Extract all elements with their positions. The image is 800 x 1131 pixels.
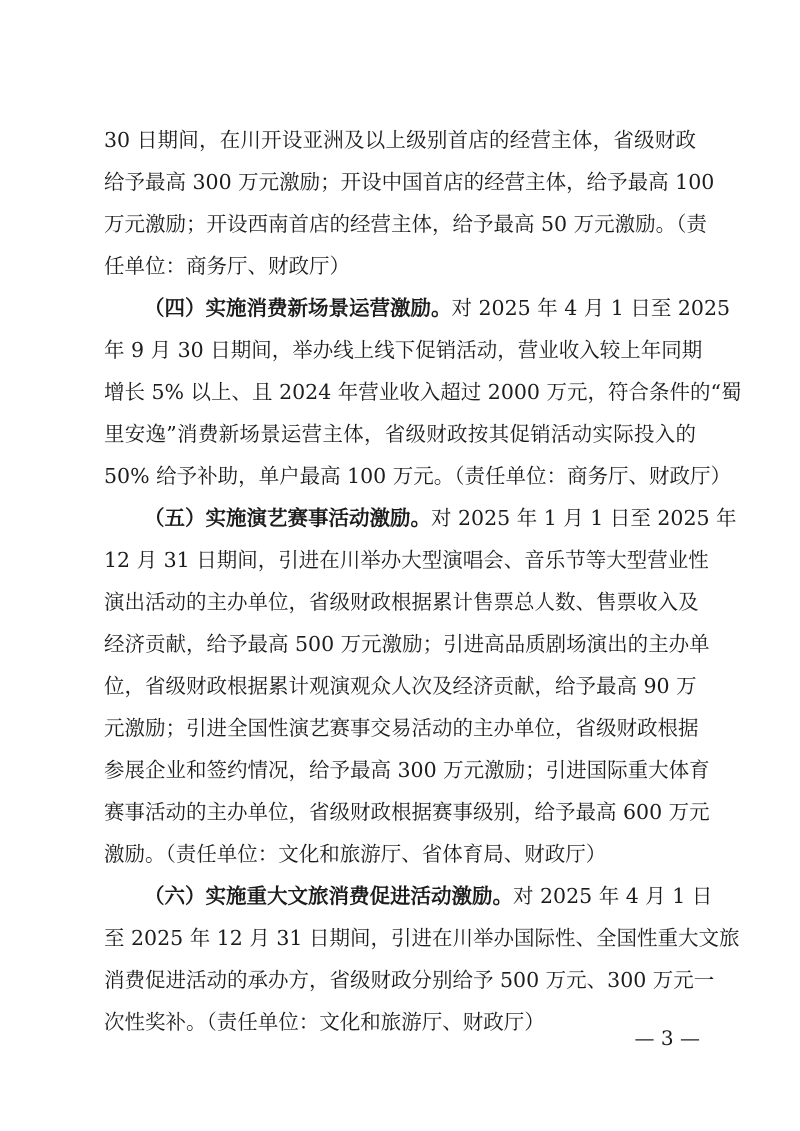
section-4-first-line-text: 对 2025 年 4 月 1 日至 2025 (451, 296, 731, 320)
paragraph-line: 位，省级财政根据累计观演观众人次及经济贡献，给予最高 90 万 (104, 674, 697, 698)
paragraph-line: 激励。（责任单位：文化和旅游厅、省体育局、财政厅） (104, 842, 607, 866)
section-5-first-line-text: 对 2025 年 1 月 1 日至 2025 年 (431, 506, 737, 530)
section-6-first-line (144, 876, 713, 916)
paragraph-line: 消费促进活动的承办方，省级财政分别给予 500 万元、300 万元一 (104, 968, 715, 992)
paragraph-line: 参展企业和签约情况，给予最高 300 万元激励；引进国际重大体育 (104, 758, 710, 782)
section-4-first-line (144, 288, 731, 328)
section-6-first-line-text: 对 2025 年 4 月 1 日 (513, 884, 713, 908)
paragraph-line: 50% 给予补助，单户最高 100 万元。（责任单位：商务厅、财政厅） (104, 464, 731, 488)
paragraph-line: 次性奖补。（责任单位：文化和旅游厅、财政厅） (104, 1010, 545, 1034)
section-6-heading: （六）实施重大文旅消费促进活动激励。 (144, 884, 513, 908)
paragraph-line: 经济贡献，给予最高 500 万元激励；引进高品质剧场演出的主办单 (104, 632, 710, 656)
paragraph-line: 增长 5% 以上、且 2024 年营业收入超过 2000 万元，符合条件的“蜀 (104, 380, 742, 404)
paragraph-line: 万元激励；开设西南首店的经营主体，给予最高 50 万元激励。（责 (104, 212, 707, 236)
paragraph-line: 12 月 31 日期间，引进在川举办大型演唱会、音乐节等大型营业性 (104, 548, 709, 572)
paragraph-line: 演出活动的主办单位，省级财政根据累计售票总人数、售票收入及 (104, 590, 699, 614)
page-number: — 3 — (634, 1026, 700, 1050)
paragraph-line: 任单位：商务厅、财政厅） (104, 254, 350, 278)
paragraph-line: 30 日期间，在川开设亚洲及以上级别首店的经营主体，省级财政 (104, 128, 696, 152)
paragraph-line: 给予最高 300 万元激励；开设中国首店的经营主体，给予最高 100 (104, 170, 715, 194)
paragraph-line: 赛事活动的主办单位，省级财政根据赛事级别，给予最高 600 万元 (104, 800, 710, 824)
section-5-first-line (144, 498, 737, 538)
section-4-heading: （四）实施消费新场景运营激励。 (144, 296, 452, 320)
paragraph-line: 年 9 月 30 日期间，举办线上线下促销活动，营业收入较上年同期 (104, 338, 703, 362)
section-5-heading: （五）实施演艺赛事活动激励。 (144, 506, 431, 530)
paragraph-line: 元激励；引进全国性演艺赛事交易活动的主办单位，省级财政根据 (104, 716, 699, 740)
paragraph-line: 至 2025 年 12 月 31 日期间，引进在川举办国际性、全国性重大文旅 (104, 926, 740, 950)
paragraph-line: 里安逸”消费新场景运营主体，省级财政按其促销活动实际投入的 (104, 422, 696, 446)
